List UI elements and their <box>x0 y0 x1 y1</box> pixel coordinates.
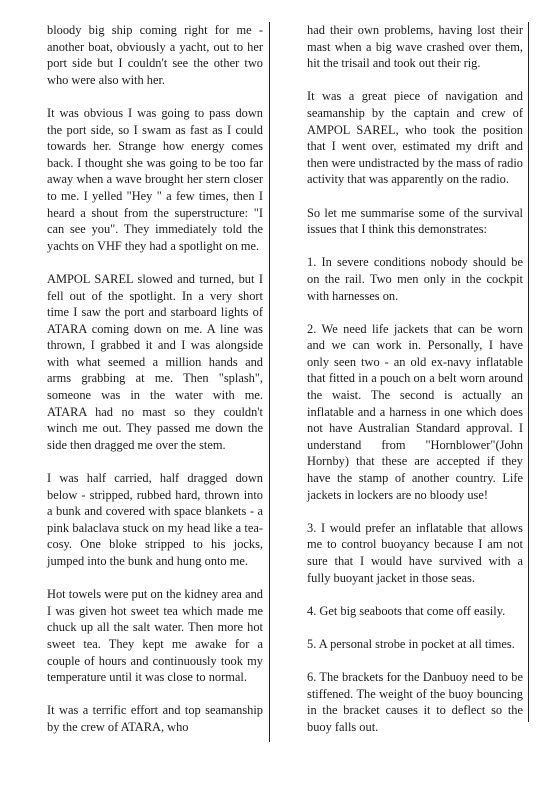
left-column <box>47 22 263 752</box>
paragraph: AMPOL SAREL slowed and turned, but I fell out of the spotlight. In a very short time I saw the port and starboard lights of ATARA coming down on me. A line was thrown, I grabbed it and I was alongside with what seemed a million hands and arms grabbing at me. Then "splash", someone was in the water with me. ATARA had no mast so they couldn't winch me out. They passed me down the side then dragged me over the stem. <box>47 271 263 452</box>
paragraph: It was a great piece of navigation and seamanship by the captain and crew of AMPOL SAREL, who took the position that I went over, estimated my drift and then were undistracted by the mass of radio activity that was apparently on the radio. <box>307 89 523 187</box>
list-item: 4. Get big seaboots that come off easily. <box>307 603 506 618</box>
paragraph: had their own problems, having lost their mast when a big wave crashed over them, hit the trisail and took out their rig. <box>307 23 523 71</box>
list-item: 5. A personal strobe in pocket at all times. <box>307 636 515 651</box>
paragraph: Hot towels were put on the kidney area and I was given hot sweet tea which made me chuck up all the salt water. Then more hot sweet tea. They kept me awake for a couple of hours and continuously took my temperature until it was close to normal. <box>47 587 263 685</box>
paragraph: It was obvious I was going to pass down the port side, so I swam as fast as I could towards her. Strange how energy comes back. I thought she was going to be too far away when a wave brought her stern closer to me. I yelled "Hey " a few times, then I heard a shout from the superstructure: "I can see you". They immediately told the yachts on VHF they had a spotlight on me. <box>47 105 263 253</box>
right-border-rule <box>528 22 529 722</box>
paragraph: So let me summarise some of the survival issues that I think this demonstrates: <box>307 205 523 237</box>
paragraph: I was half carried, half dragged down below - stripped, rubbed hard, thrown into a bunk and covered with space blankets - a pink balaclava stuck on my head like a tea-cosy. One bloke stripped to his jocks, jumped into the bunk and hung onto me. <box>47 471 263 568</box>
list-item: 2. We need life jackets that can be worn and we can work in. Personally, I have only seen two - an old ex-navy inflatable that fitted in a pouch on a belt worn around the waist. The second is actually an inflatable and a harness in one which does not have Australian Standard approval. I understand from "Hornblower"(John Hornby) that these are accepted if they have the stamp of another country. Life jackets in lockers are no bloody use! <box>307 321 523 502</box>
list-item: 6. The brackets for the Danbuoy need to be stiffened. The weight of the buoy bouncing in the bracket causes it to deflect so the buoy falls out. <box>307 670 523 734</box>
list-item: 1. In severe conditions nobody should be on the rail. Two men only in the cockpit with harnesses on. <box>307 255 523 303</box>
list-item: 3. I would prefer an inflatable that allows me to control buoyancy because I am not sure that I would have survived with a fully buoyant jacket in those seas. <box>307 520 523 585</box>
column-divider <box>269 22 270 742</box>
paragraph: It was a terrific effort and top seamanship by the crew of ATARA, who <box>47 703 263 734</box>
right-column <box>307 22 523 752</box>
paragraph: bloody big ship coming right for me - another boat, obviously a yacht, out to her port side but I couldn't see the other two who were also with her. <box>47 23 263 87</box>
